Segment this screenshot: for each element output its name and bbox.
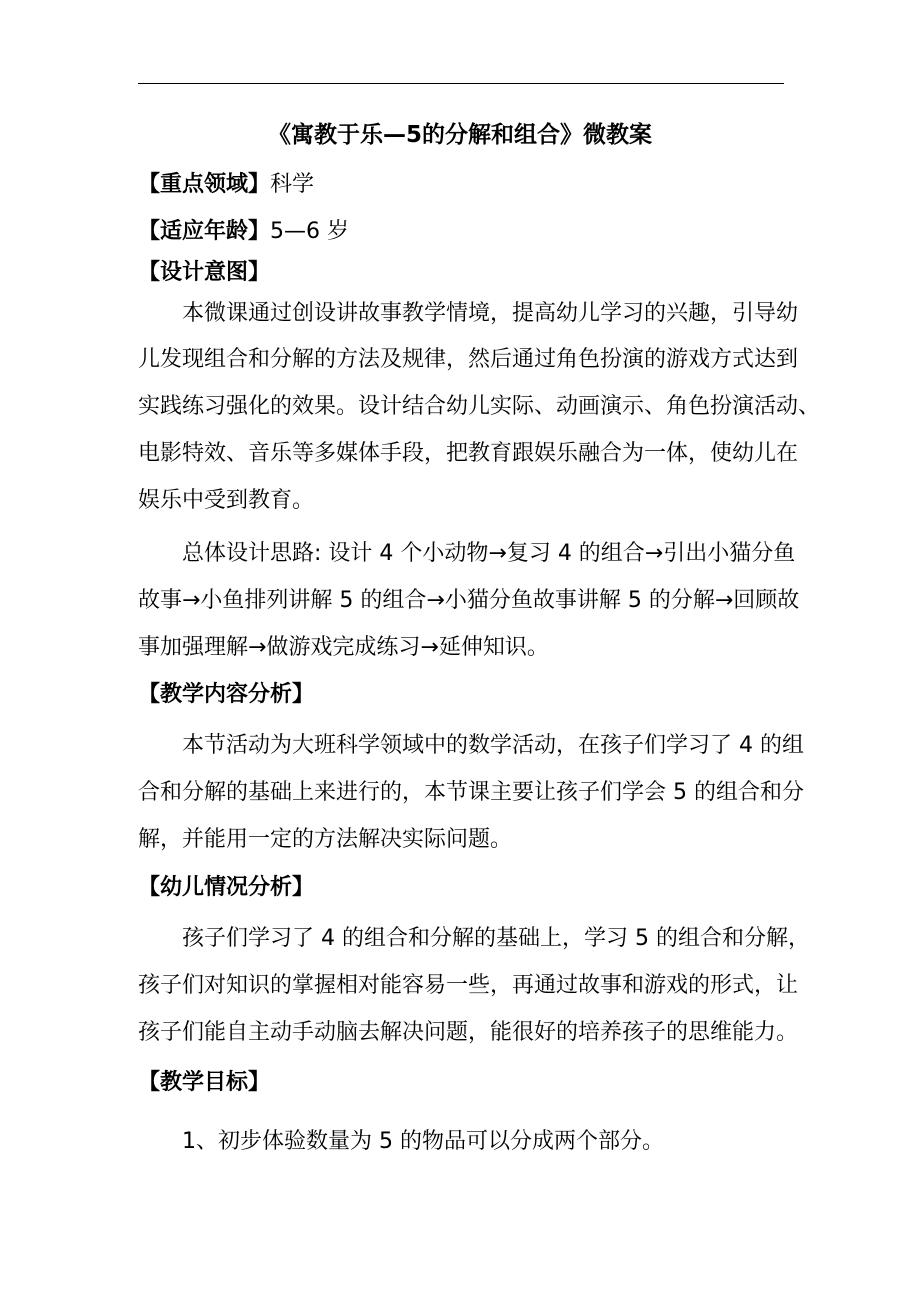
design-intent-p1-line: 娱乐中受到教育。 bbox=[138, 488, 315, 513]
design-intent-p1-line: 电影特效、音乐等多媒体手段，把教育跟娱乐融合为一体，使幼儿在 bbox=[138, 441, 799, 466]
field-focus-area-label: 【重点领域】 bbox=[138, 172, 271, 197]
heading-content-analysis: 【教学内容分析】 bbox=[138, 682, 315, 707]
child-analysis-line: 孩子们学习了 4 的组合和分解的基础上，学习 5 的组合和分解， bbox=[182, 926, 810, 951]
heading-goals: 【教学目标】 bbox=[138, 1070, 271, 1095]
design-intent-p1-line: 儿发现组合和分解的方法及规律，然后通过角色扮演的游戏方式达到 bbox=[138, 347, 799, 372]
field-focus-area bbox=[138, 170, 314, 200]
field-focus-area-value: 科学 bbox=[270, 172, 315, 197]
heading-child-analysis: 【幼儿情况分析】 bbox=[138, 875, 315, 900]
child-analysis-line: 孩子们能自主动手动脑去解决问题，能很好的培养孩子的思维能力。 bbox=[138, 1020, 799, 1045]
content-analysis-line: 合和分解的基础上来进行的，本节课主要让孩子们学会 5 的组合和分 bbox=[138, 780, 804, 805]
design-intent-p2-line: 事加强理解→做游戏完成练习→延伸知识。 bbox=[138, 635, 549, 660]
header-rule bbox=[138, 83, 784, 84]
content-analysis-line: 解，并能用一定的方法解决实际问题。 bbox=[138, 827, 513, 852]
design-intent-p2-line: 故事→小鱼排列讲解 5 的组合→小猫分鱼故事讲解 5 的分解→回顾故 bbox=[138, 588, 800, 613]
design-intent-p1-line: 本微课通过创设讲故事教学情境，提高幼儿学习的兴趣，引导幼 bbox=[182, 301, 799, 326]
design-intent-p2-line: 总体设计思路: 设计 4 个小动物→复习 4 的组合→引出小猫分鱼 bbox=[182, 541, 796, 566]
field-age-label: 【适应年龄】 bbox=[138, 219, 271, 244]
content-analysis-line: 本节活动为大班科学领域中的数学活动，在孩子们学习了 4 的组 bbox=[182, 733, 804, 758]
field-age bbox=[138, 217, 349, 247]
design-intent-p1-line: 实践练习强化的效果。设计结合幼儿实际、动画演示、角色扮演活动、 bbox=[138, 394, 821, 419]
field-age-value: 5—6 岁 bbox=[270, 219, 350, 244]
child-analysis-line: 孩子们对知识的掌握相对能容易一些，再通过故事和游戏的形式，让 bbox=[138, 973, 799, 998]
document-title: 《寓教于乐—5的分解和组合》微教案 bbox=[267, 122, 652, 148]
goal-item: 1、初步体验数量为 5 的物品可以分成两个部分。 bbox=[182, 1129, 664, 1154]
heading-design-intent: 【设计意图】 bbox=[138, 260, 271, 285]
